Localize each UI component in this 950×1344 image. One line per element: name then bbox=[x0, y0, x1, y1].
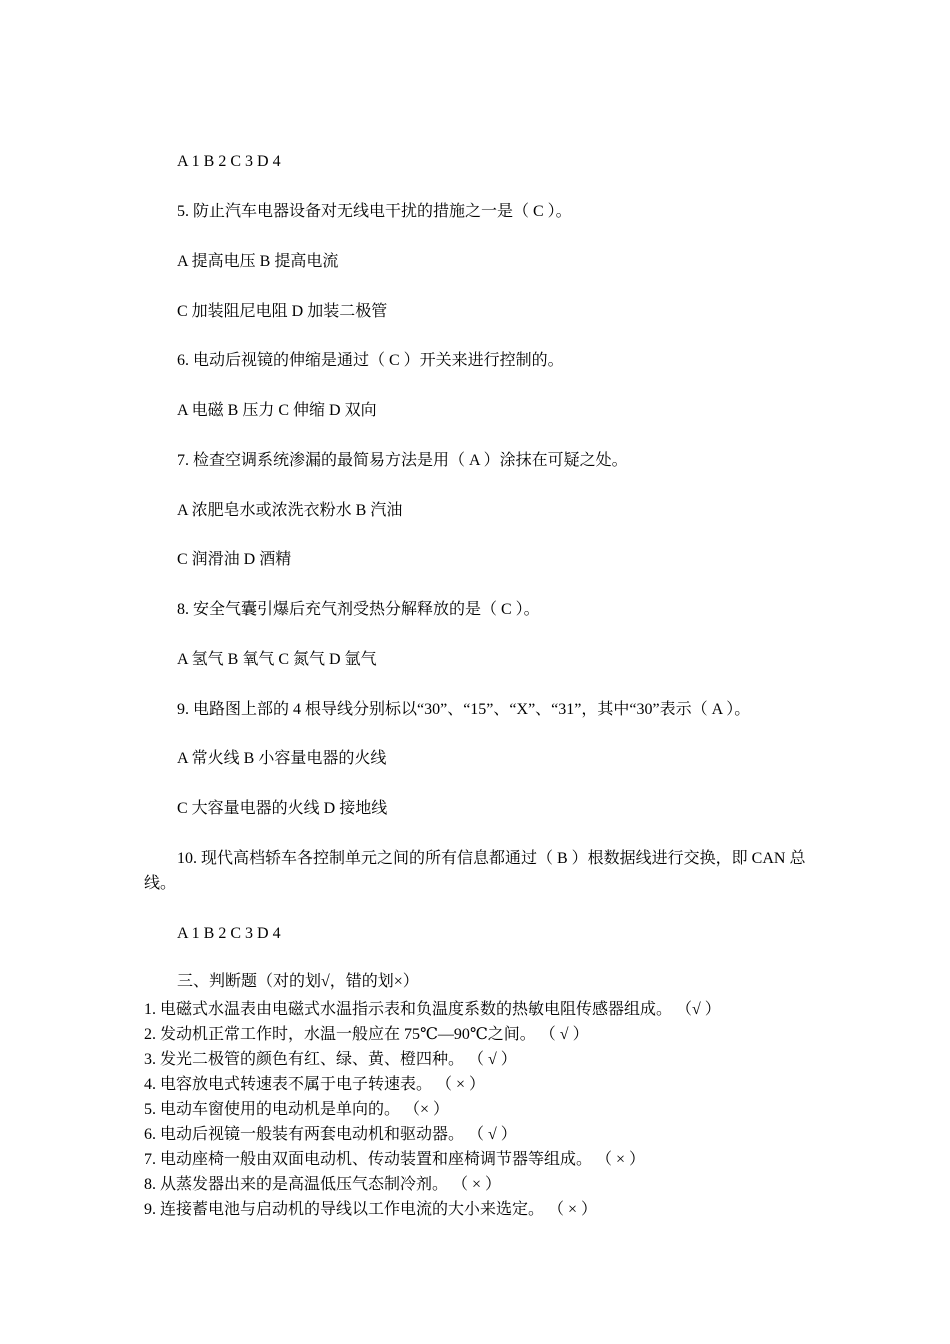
q9-stem: 9. 电路图上部的 4 根导线分别标以“30”、“15”、“X”、“31”，其中“30”表示（ A ）。 bbox=[177, 701, 751, 718]
q10-options: A 1 B 2 C 3 D 4 bbox=[177, 925, 281, 942]
q7-options-1: A 浓肥皂水或浓洗衣粉水 B 汽油 bbox=[177, 502, 403, 519]
judgement-item: 7. 电动座椅一般由双面电动机、传动装置和座椅调节器等组成。 （ × ） bbox=[144, 1151, 646, 1168]
judgement-item: 9. 连接蓄电池与启动机的导线以工作电流的大小来选定。 （ × ） bbox=[144, 1201, 598, 1218]
q7-stem: 7. 检查空调系统渗漏的最简易方法是用（ A ）涂抹在可疑之处。 bbox=[177, 452, 628, 469]
judgement-list bbox=[144, 997, 721, 1222]
q6-options: A 电磁 B 压力 C 伸缩 D 双向 bbox=[177, 402, 377, 419]
q8-stem: 8. 安全气囊引爆后充气剂受热分解释放的是（ C ）。 bbox=[177, 601, 540, 618]
judgement-item: 3. 发光二极管的颜色有红、绿、黄、橙四种。 （ √ ） bbox=[144, 1051, 517, 1068]
judgement-item: 8. 从蒸发器出来的是高温低压气态制冷剂。 （ × ） bbox=[144, 1176, 502, 1193]
q7-options-2: C 润滑油 D 酒精 bbox=[177, 551, 292, 568]
q5-options-1: A 提高电压 B 提高电流 bbox=[177, 253, 339, 270]
q8-options: A 氢气 B 氧气 C 氮气 D 氩气 bbox=[177, 651, 377, 668]
q5-stem: 5. 防止汽车电器设备对无线电干扰的措施之一是（ C ）。 bbox=[177, 203, 572, 220]
q10-stem: 10. 现代高档轿车各控制单元之间的所有信息都通过（ B ）根数据线进行交换，即 CAN 总线。 bbox=[144, 850, 806, 892]
q9-options-1: A 常火线 B 小容量电器的火线 bbox=[177, 750, 387, 767]
judgement-item: 5. 电动车窗使用的电动机是单向的。 （× ） bbox=[144, 1101, 450, 1118]
judgement-item: 6. 电动后视镜一般装有两套电动机和驱动器。 （ √ ） bbox=[144, 1126, 517, 1143]
q6-stem: 6. 电动后视镜的伸缩是通过（ C ）开关来进行控制的。 bbox=[177, 352, 564, 369]
q5-options-2: C 加装阻尼电阻 D 加装二极管 bbox=[177, 303, 388, 320]
q4-options: A 1 B 2 C 3 D 4 bbox=[177, 153, 281, 170]
judgement-section-title: 三、判断题（对的划√，错的划×） bbox=[177, 973, 419, 990]
q9-options-2: C 大容量电器的火线 D 接地线 bbox=[177, 800, 388, 817]
judgement-item: 2. 发动机正常工作时，水温一般应在 75℃—90℃之间。 （ √ ） bbox=[144, 1026, 589, 1043]
judgement-item: 4. 电容放电式转速表不属于电子转速表。 （ × ） bbox=[144, 1076, 486, 1093]
judgement-item: 1. 电磁式水温表由电磁式水温指示表和负温度系数的热敏电阻传感器组成。 （√ ） bbox=[144, 1001, 721, 1018]
